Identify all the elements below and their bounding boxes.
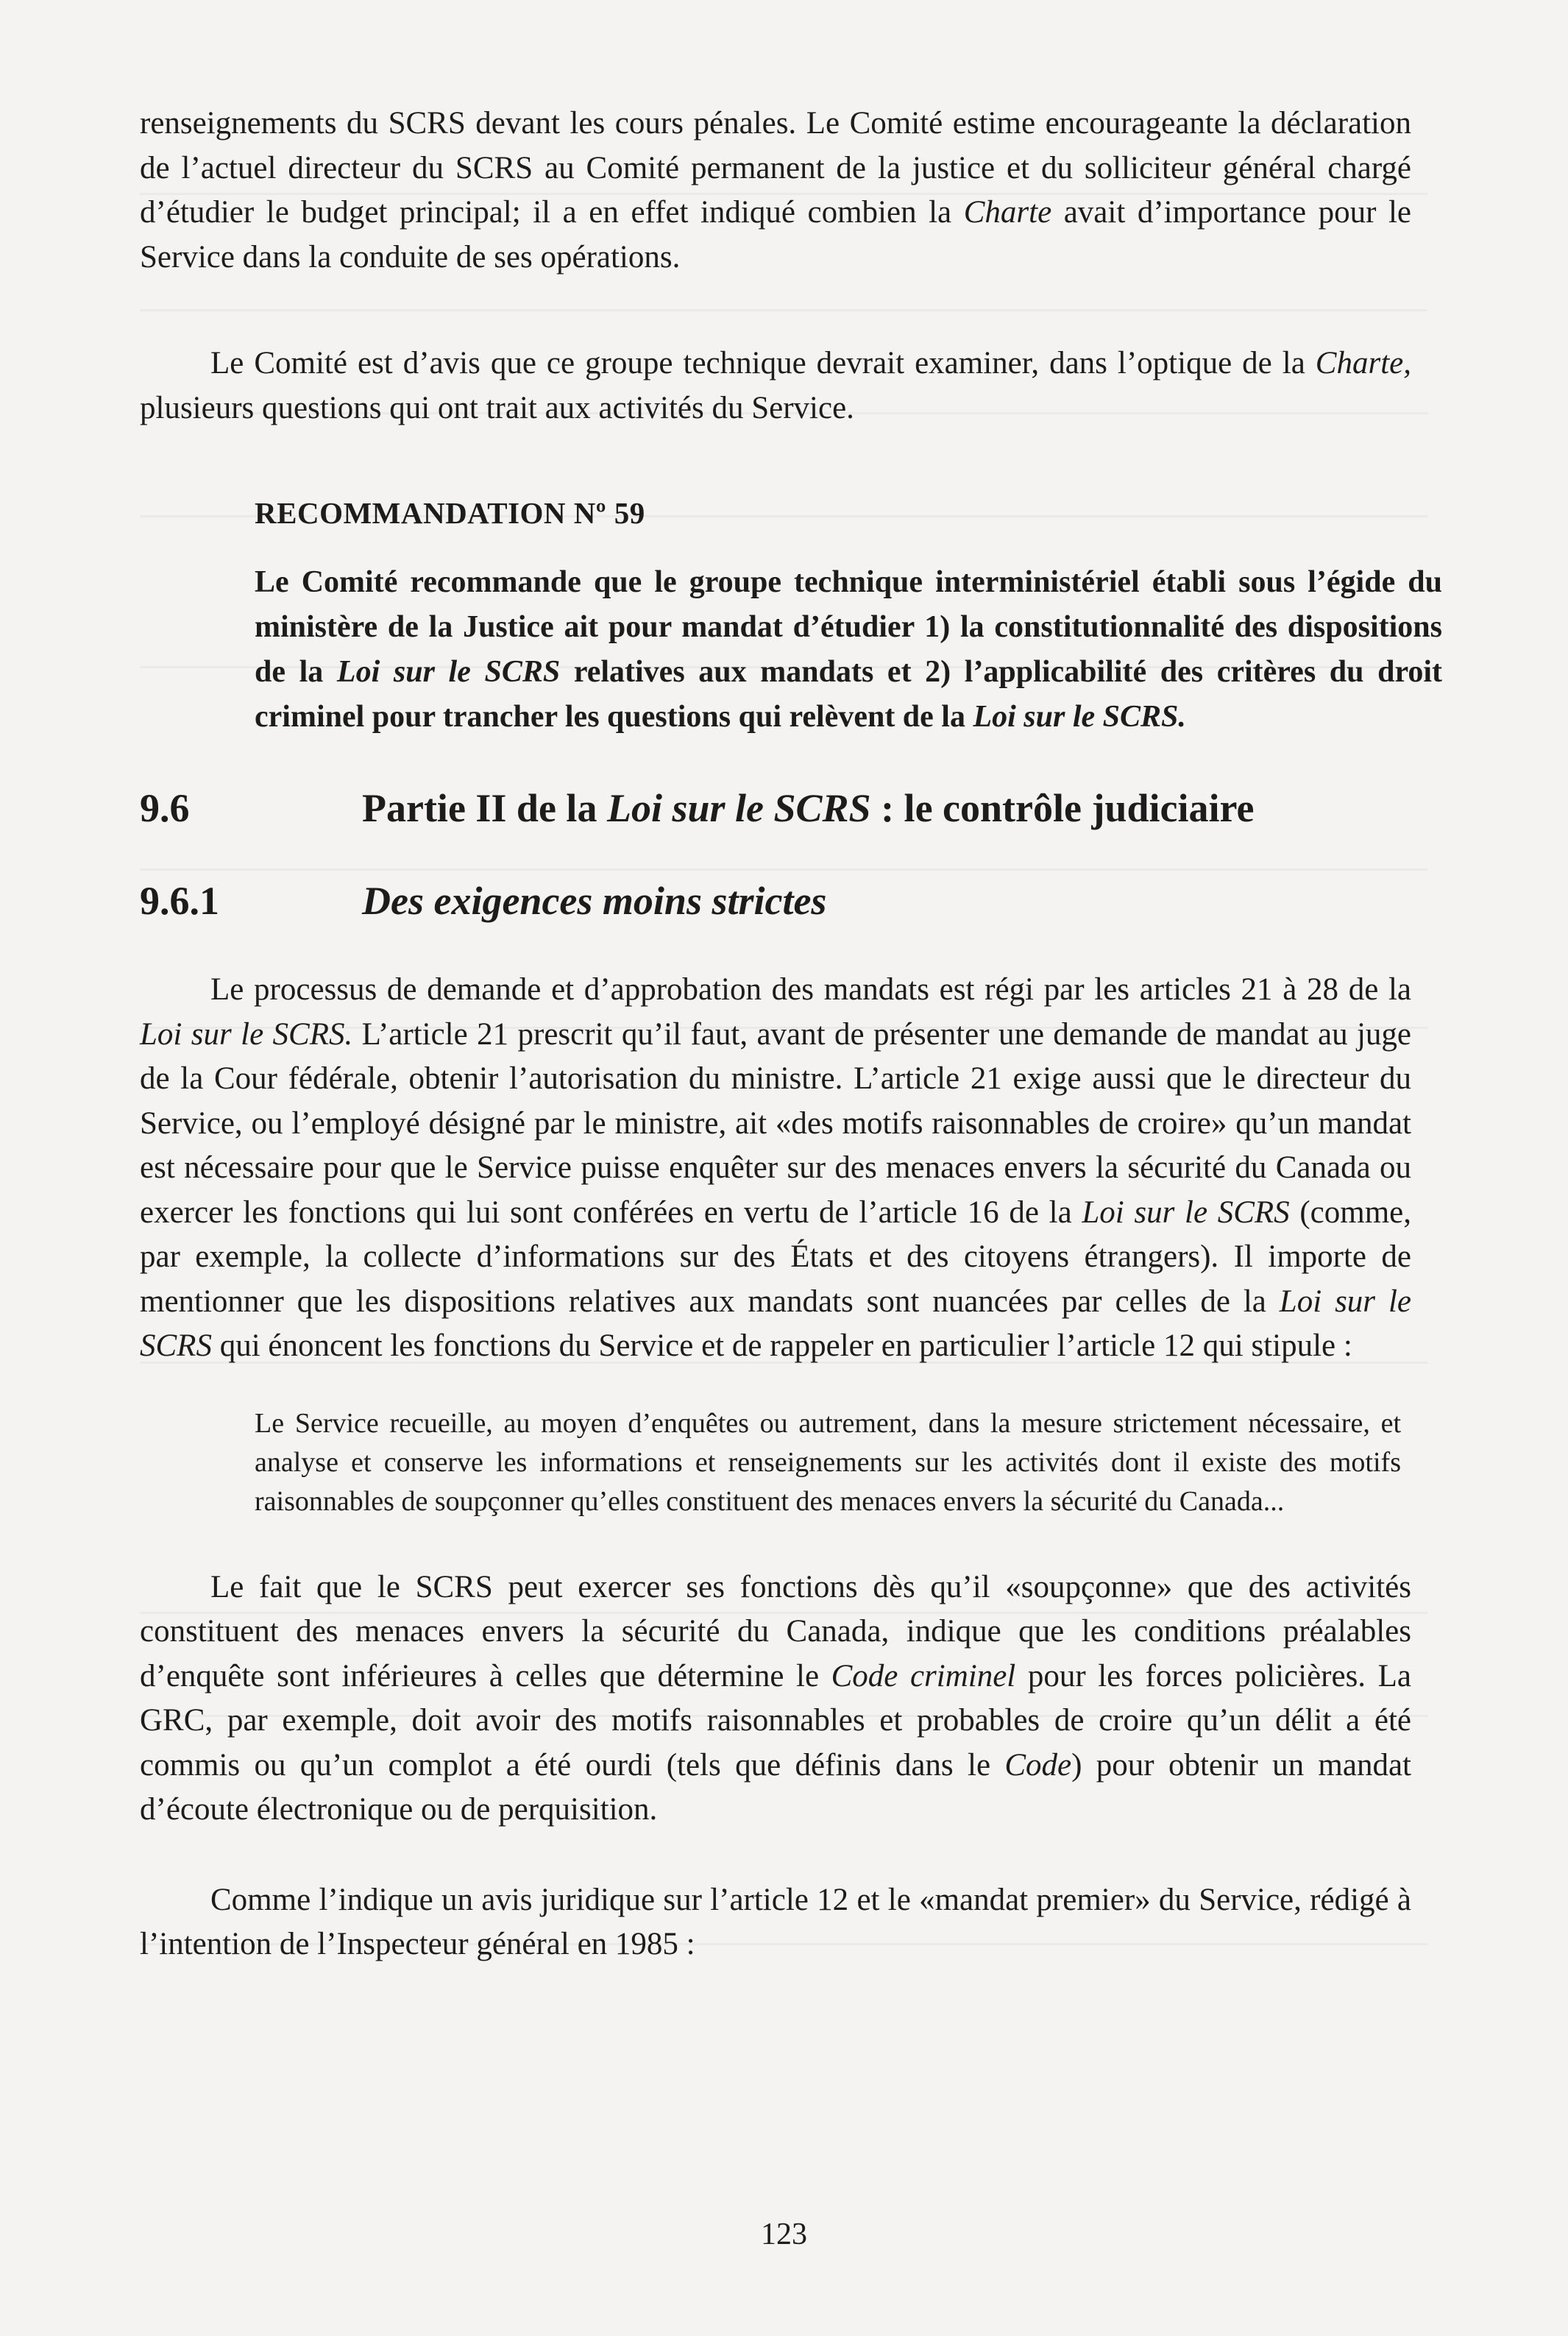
section-heading-9-6 (140, 782, 1411, 834)
paragraph-5: Comme l’indique un avis juridique sur l’article 12 et le «mandat premier» du Service, rédigé à l’intention de l’Inspecteur général en 1985 : (140, 1882, 1411, 1961)
section-number: 9.6 (140, 786, 190, 830)
recommendation-title: RECOMMANDATION Nº 59 (255, 496, 645, 530)
subsection-number: 9.6.1 (140, 879, 219, 923)
paragraph-4: Le fait que le SCRS peut exercer ses fonctions dès qu’il «soupçonne» que des activités constituent des menaces envers la sécurité du Canada, indique que les conditions préalables d’enquête sont inférieures à celles que détermine le Code criminel pour les forces policières. La GRC, par exemple, doit avoir des motifs raisonnables et probables de croire qu’un délit a été commis ou qu’un complot a été ourdi (tels que définis dans le Code) pour obtenir un mandat d’écoute électronique ou de perquisition. (140, 1569, 1411, 1827)
block-quote-article-12: Le Service recueille, au moyen d’enquêtes ou autrement, dans la mesure strictement nécessaire, et analyse et conserve les informations et renseignements sur les activités dont il existe des motifs raisonnables de soupçonner qu’elles constituent des menaces envers la sécurité du Canada... (255, 1407, 1401, 1517)
section-heading-9-6-1 (140, 875, 1411, 927)
paragraph-1: renseignements du SCRS devant les cours pénales. Le Comité estime encourageante la déclaration de l’actuel directeur du SCRS au Comité permanent de la justice et du solliciteur général chargé d’étudier le budget principal; il a en effet indiqué combien la Charte avait d’importance pour le Service dans la conduite de ses opérations. (140, 106, 1411, 275)
page-number: 123 (761, 2218, 807, 2251)
section-title: Partie II de la Loi sur le SCRS : le contrôle judiciaire (362, 786, 1255, 830)
paragraph-3: Le processus de demande et d’approbation des mandats est régi par les articles 21 à 28 de la Loi sur le SCRS. L’article 21 prescrit qu’il faut, avant de présenter une demande de mandat au juge de la Cour fédérale, obtenir l’autorisation du ministre. L’article 21 exige aussi que le directeur du Service, ou l’employé désigné par le ministre, ait «des motifs raisonnables de croire» qu’un mandat est nécessaire pour que le Service puisse enquêter sur des menaces envers la sécurité du Canada ou exercer les fonctions qui lui sont conférées en vertu de l’article 16 de la Loi sur le SCRS (comme, par exemple, la collecte d’informations sur des États et des citoyens étrangers). Il importe de mentionner que les dispositions relatives aux mandats sont nuancées par celles de la Loi sur le SCRS qui énoncent les fonctions du Service et de rappeler en particulier l’article 12 qui stipule : (140, 972, 1412, 1363)
page-content (140, 102, 1443, 1967)
paragraph-2: Le Comité est d’avis que ce groupe technique devrait examiner, dans l’optique de la Charte, plusieurs questions qui ont trait aux activités du Service. (140, 346, 1411, 425)
subsection-title: Des exigences moins strictes (362, 879, 827, 923)
recommendation-body: Le Comité recommande que le groupe technique interministériel établi sous l’égide du ministère de la Justice ait pour mandat d’étudier 1) la constitutionnalité des dispositions de la Loi sur le SCRS relatives aux mandats et 2) l’applicabilité des critères du droit criminel pour trancher les questions qui relèvent de la Loi sur le SCRS. (255, 565, 1443, 734)
